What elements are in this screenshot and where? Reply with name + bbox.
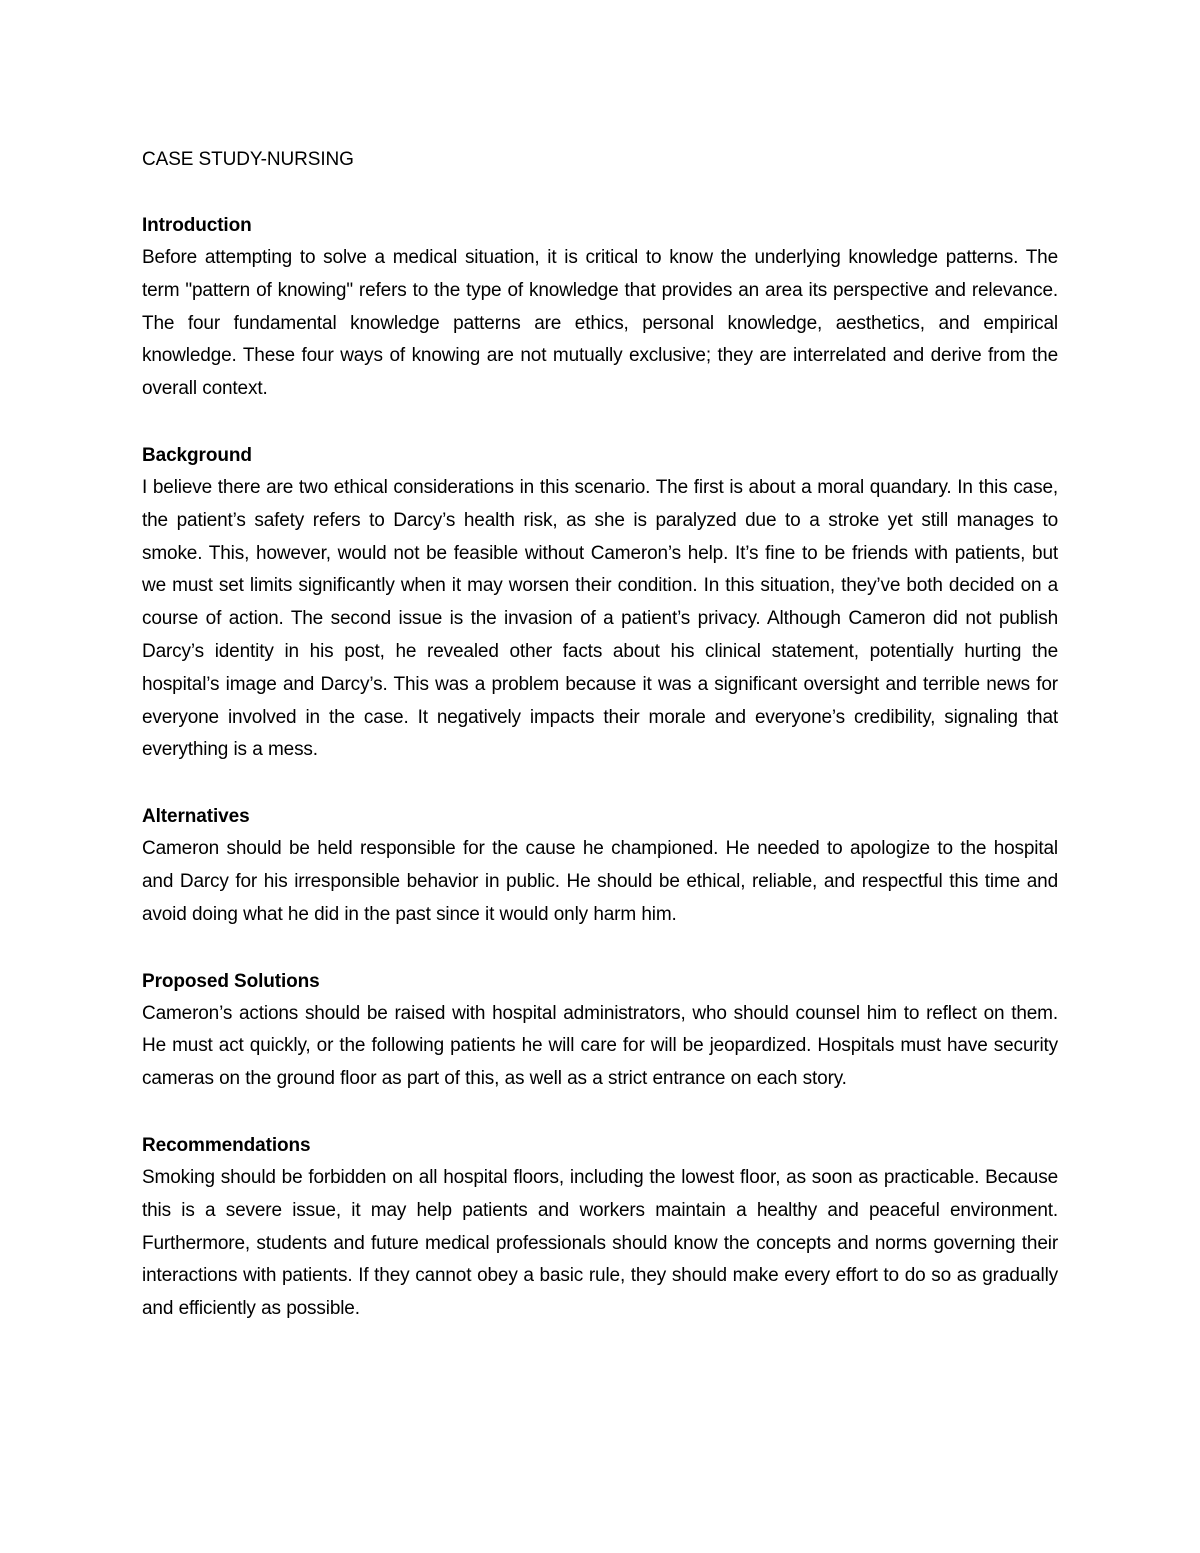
section-heading: Introduction (142, 215, 252, 236)
section-paragraph: Before attempting to solve a medical situation, it is critical to know the underlying knowledge patterns. The term "pattern of knowing" refers to the type of knowledge that provides an area its perspective and relevance. The four fundamental knowledge patterns are ethics, personal knowledge, aesthetics, and empirical knowledge. These four ways of knowing are not mutually exclusive; they are interrelated and derive from the overall context. (142, 247, 1058, 400)
section-heading: Background (142, 444, 252, 466)
section-heading: Alternatives (142, 806, 250, 828)
section-introduction (142, 209, 1058, 406)
section-alternatives (142, 800, 1058, 931)
section-paragraph: Cameron should be held responsible for the cause he championed. He needed to apologize to the hospital and Darcy for his irresponsible behavior in public. He should be ethical, reliable, and respectful this time and avoid doing what he did in the past since it would only harm him. (142, 838, 1058, 925)
section-proposed-solutions (142, 965, 1058, 1096)
section-background (142, 439, 1058, 767)
document-content (142, 143, 1058, 1359)
section-paragraph: I believe there are two ethical considerations in this scenario. The first is about a moral quandary. In this case, the patient’s safety refers to Darcy’s health risk, as she is paralyzed due to a stroke yet still manages to smoke. This, however, would not be feasible without Cameron’s help. It’s fine to be friends with patients, but we must set limits significantly when it may worsen their condition. In this situation, they’ve both decided on a course of action. The second issue is the invasion of a patient’s privacy. Although Cameron did not publish Darcy’s identity in his post, he revealed other facts about his clinical statement, potentially hurting the hospital’s image and Darcy’s. This was a problem because it was a significant oversight and terrible news for everyone involved in the case. It negatively impacts their morale and everyone’s credibility, signaling that everything is a mess. (142, 476, 1058, 761)
section-heading: Proposed Solutions (142, 970, 320, 992)
section-recommendations (142, 1129, 1058, 1326)
section-paragraph: Smoking should be forbidden on all hospital floors, including the lowest floor, as soon as practicable. Because this is a severe issue, it may help patients and workers maintain a healthy and peaceful environment. Furthermore, students and future medical professionals should know the concepts and norms governing their interactions with patients. If they cannot obey a basic rule, they should make every effort to do so as gradually and efficiently as possible. (142, 1166, 1058, 1320)
section-heading: Recommendations (142, 1134, 311, 1156)
section-paragraph: Cameron’s actions should be raised with hospital administrators, who should counsel him to reflect on them. He must act quickly, or the following patients he will care for will be jeopardized. Hospitals must have security cameras on the ground floor as part of this, as well as a strict entrance on each story. (142, 1002, 1058, 1090)
document-title: CASE STUDY-NURSING (142, 149, 354, 170)
